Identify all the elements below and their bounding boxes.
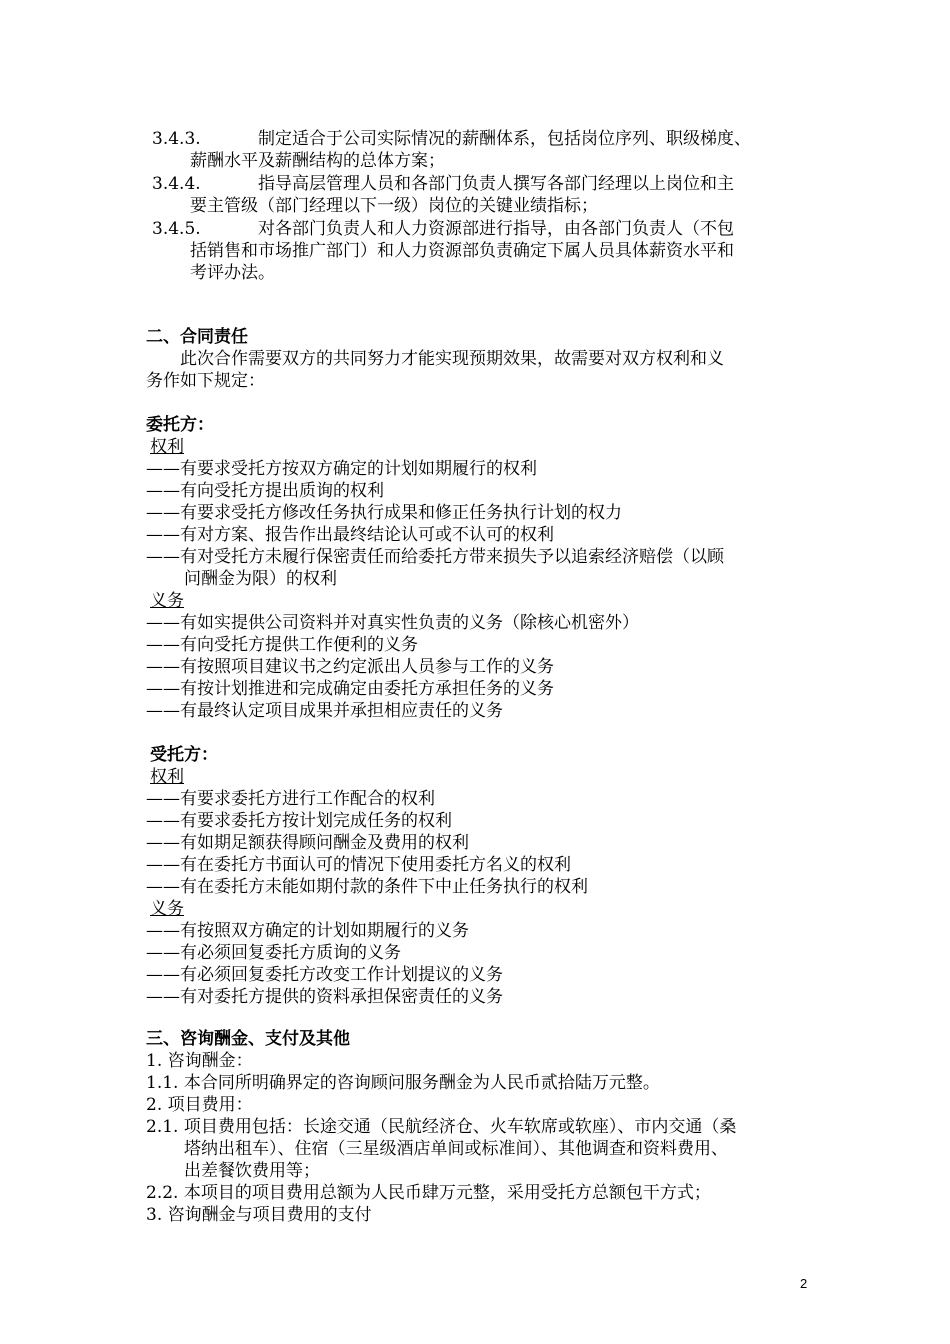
agent-duty-item: ——有对委托方提供的资料承担保密责任的义务 bbox=[146, 987, 503, 1007]
section-2-intro-line1: 此次合作需要双方的共同努力才能实现预期效果，故需要对双方权利和义 bbox=[180, 349, 724, 369]
agent-right-item: ——有要求委托方按计划完成任务的权利 bbox=[146, 811, 452, 831]
client-duty-item: ——有按计划推进和完成确定由委托方承担任务的义务 bbox=[146, 679, 554, 699]
section-3-item-1: 1. 咨询酬金： bbox=[146, 1051, 253, 1071]
agent-right-item: ——有在委托方未能如期付款的条件下中止任务执行的权利 bbox=[146, 877, 588, 897]
client-right-item: ——有向受托方提出质询的权利 bbox=[146, 481, 384, 501]
agent-rights-label: 权利 bbox=[150, 767, 184, 787]
section-3-item-2: 2. 项目费用： bbox=[146, 1095, 253, 1115]
section-3-item-2-1b: 塔纳出租车）、住宿（三星级酒店单间或标准间）、其他调查和资料费用、 bbox=[184, 1139, 728, 1159]
section-2-heading: 二、合同责任 bbox=[146, 327, 248, 347]
item-345-num: 3.4.5. bbox=[152, 219, 201, 239]
section-3-heading: 三、咨询酬金、支付及其他 bbox=[146, 1029, 350, 1049]
section-3-item-3: 3. 咨询酬金与项目费用的支付 bbox=[146, 1205, 372, 1225]
item-345-line1: 对各部门负责人和人力资源部进行指导，由各部门负责人（不包 bbox=[258, 219, 734, 239]
agent-duty-item: ——有必须回复委托方质询的义务 bbox=[146, 943, 401, 963]
client-right-item: ——有要求受托方修改任务执行成果和修正任务执行计划的权力 bbox=[146, 503, 622, 523]
item-344-line1: 指导高层管理人员和各部门负责人撰写各部门经理以上岗位和主 bbox=[258, 174, 734, 194]
client-duties-label: 义务 bbox=[150, 591, 184, 611]
agent-right-item: ——有在委托方书面认可的情况下使用委托方名义的权利 bbox=[146, 855, 571, 875]
agent-heading: 受托方： bbox=[150, 745, 218, 765]
section-3-item-2-2: 2.2. 本项目的项目费用总额为人民币肆万元整，采用受托方总额包干方式； bbox=[146, 1183, 711, 1203]
client-heading: 委托方： bbox=[146, 415, 214, 435]
client-right-item: ——有对方案、报告作出最终结论认可或不认可的权利 bbox=[146, 525, 554, 545]
item-344-line2: 要主管级（部门经理以下一级）岗位的关键业绩指标； bbox=[190, 196, 598, 216]
item-343-line1: 制定适合于公司实际情况的薪酬体系，包括岗位序列、职级梯度、 bbox=[258, 129, 751, 149]
section-3-item-2-1a: 2.1. 项目费用包括：长途交通（民航经济仓、火车软席或软座）、市内交通（桑 bbox=[146, 1117, 737, 1137]
section-3-item-1-1: 1.1. 本合同所明确界定的咨询顾问服务酬金为人民币贰拾陆万元整。 bbox=[146, 1073, 660, 1093]
agent-right-item: ——有如期足额获得顾问酬金及费用的权利 bbox=[146, 833, 469, 853]
client-duty-item: ——有按照项目建议书之约定派出人员参与工作的义务 bbox=[146, 657, 554, 677]
page-number: 2 bbox=[800, 1276, 808, 1291]
item-345-line2: 括销售和市场推广部门）和人力资源部负责确定下属人员具体薪资水平和 bbox=[190, 241, 734, 261]
item-344-num: 3.4.4. bbox=[152, 174, 201, 194]
section-2-intro-line2: 务作如下规定： bbox=[146, 371, 265, 391]
client-duty-item: ——有向受托方提供工作便利的义务 bbox=[146, 635, 418, 655]
agent-duty-item: ——有按照双方确定的计划如期履行的义务 bbox=[146, 921, 469, 941]
client-duty-item: ——有如实提供公司资料并对真实性负责的义务（除核心机密外） bbox=[146, 613, 639, 633]
agent-right-item: ——有要求委托方进行工作配合的权利 bbox=[146, 789, 435, 809]
item-343-num: 3.4.3. bbox=[152, 129, 201, 149]
client-right-item: ——有对受托方未履行保密责任而给委托方带来损失予以追索经济赔偿（以顾 bbox=[146, 547, 724, 567]
client-right-item: ——有要求受托方按双方确定的计划如期履行的权利 bbox=[146, 459, 537, 479]
client-right-item-cont: 问酬金为限）的权利 bbox=[184, 569, 337, 589]
section-3-item-2-1c: 出差餐饮费用等； bbox=[184, 1161, 320, 1181]
client-duty-item: ——有最终认定项目成果并承担相应责任的义务 bbox=[146, 701, 503, 721]
item-343-line2: 薪酬水平及薪酬结构的总体方案； bbox=[190, 151, 445, 171]
agent-duty-item: ——有必须回复委托方改变工作计划提议的义务 bbox=[146, 965, 503, 985]
client-rights-label: 权利 bbox=[150, 437, 184, 457]
agent-duties-label: 义务 bbox=[150, 899, 184, 919]
item-345-line3: 考评办法。 bbox=[190, 263, 275, 283]
